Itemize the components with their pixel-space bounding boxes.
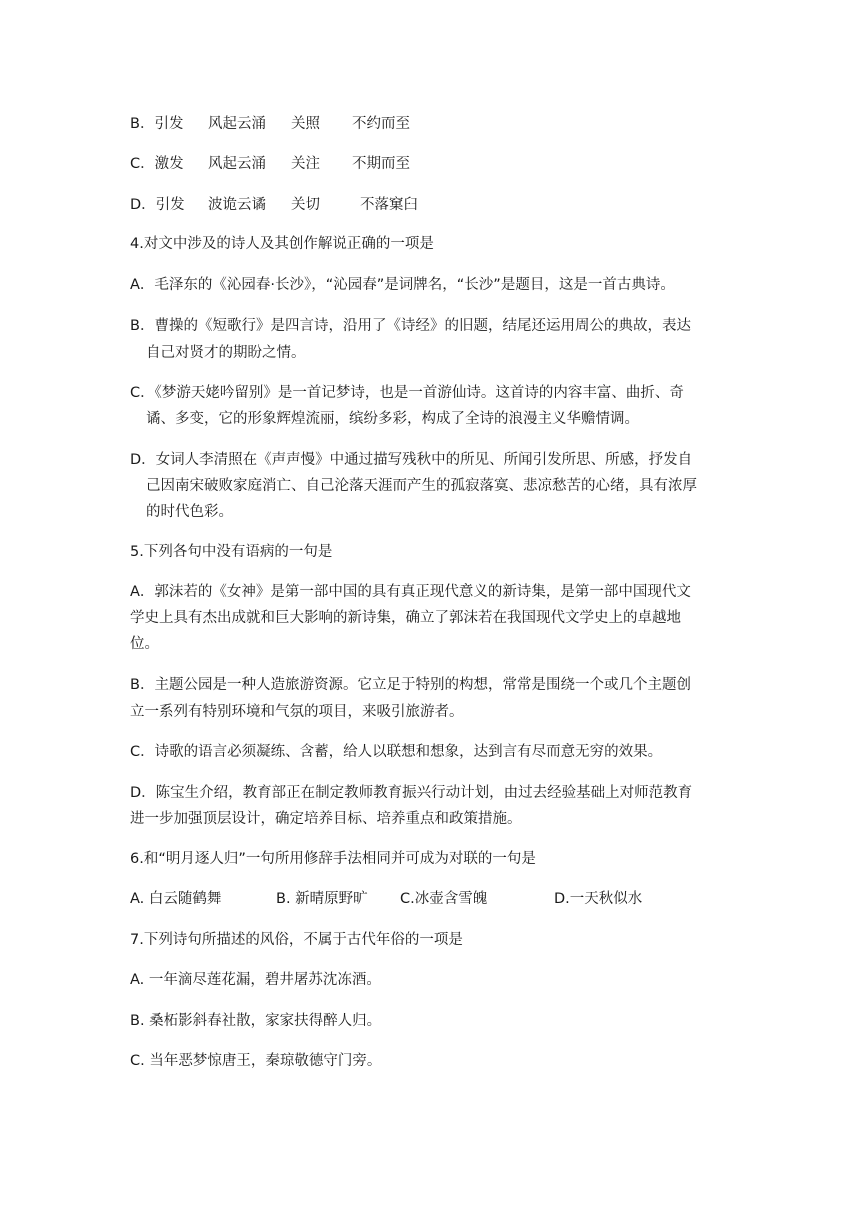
q4-option-c-line1: C．《梦游天姥吟留别》是一首记梦诗，也是一首游仙诗。这首诗的内容丰富、曲折、奇 [130,385,684,401]
q4-option-d-line3: 的时代色彩。 [146,504,233,520]
option-word: 不期而至 [352,156,410,172]
q5-option-d-line2: 进一步加强顶层设计，确定培养目标、培养重点和政策措施。 [130,811,522,827]
option-word: 关切 [291,197,320,213]
option-letter: D．引发 [130,197,185,213]
q4-option-b-line1: B．曹操的《短歌行》是四言诗，沿用了《诗经》的旧题，结尾还运用周公的典故，表达 [130,318,691,334]
q6-stem: 6.和“明月逐人归”一句所用修辞手法相同并可成为对联的一句是 [130,851,536,867]
q5-option-a-line3: 位。 [130,636,159,652]
q7-option-a: A. 一年滴尽莲花漏，碧井屠苏沈冻酒。 [130,972,381,988]
q4-stem: 4.对文中涉及的诗人及其创作解说正确的一项是 [130,236,434,252]
q6-option-b: B. 新晴原野旷 [276,891,368,907]
q5-option-a-line1: A．郭沫若的《女神》是第一部中国的具有真正现代意义的新诗集，是第一部中国现代文 [130,584,691,600]
option-word: 关注 [291,156,320,172]
q4-option-b-line2: 自己对贤才的期盼之情。 [146,345,306,361]
option-word: 关照 [291,116,320,132]
option-word: 风起云涌 [208,156,266,172]
q6-option-d: D.一天秋似水 [554,891,643,907]
q5-option-b-line1: B．主题公园是一种人造旅游资源。它立足于特别的构想，常常是围绕一个或几个主题创 [130,677,691,693]
q6-option-c: C.冰壶含雪魄 [400,891,488,907]
option-word: 风起云涌 [208,116,266,132]
q4-option-a: A．毛泽东的《沁园春·长沙》，“沁园春”是词牌名，“长沙”是题目，这是一首古典诗。 [130,277,675,293]
q4-option-d-line1: D．女词人李清照在《声声慢》中通过描写残秋中的所见、所闻引发所思、所感，抒发自 [130,452,693,468]
q7-option-b: B. 桑柘影斜春社散，家家扶得醉人归。 [130,1013,382,1029]
option-letter: C．激发 [130,156,184,172]
q4-option-c-line2: 谲、多变，它的形象辉煌流丽，缤纷多彩，构成了全诗的浪漫主义华赡情调。 [146,411,639,427]
q5-stem: 5.下列各句中没有语病的一句是 [130,544,333,560]
q5-option-b-line2: 立一系列有特别环境和气氛的项目，来吸引旅游者。 [130,704,464,720]
option-word: 不落窠臼 [360,197,418,213]
q7-stem: 7.下列诗句所描述的风俗，不属于古代年俗的一项是 [130,932,463,948]
q5-option-c: C．诗歌的语言必须凝练、含蓄，给人以联想和想象，达到言有尽而意无穷的效果。 [130,744,663,760]
option-word: 不约而至 [352,116,410,132]
q5-option-a-line2: 学史上具有杰出成就和巨大影响的新诗集，确立了郭沫若在我国现代文学史上的卓越地 [130,610,681,626]
q7-option-c: C. 当年恶梦惊唐王，秦琼敬德守门旁。 [130,1053,382,1069]
option-word: 波诡云谲 [208,197,266,213]
q6-option-a: A. 白云随鹤舞 [130,891,222,907]
option-letter: B．引发 [130,116,184,132]
q4-option-d-line2: 己因南宋破败家庭消亡、自己沦落天涯而产生的孤寂落寞、悲凉愁苦的心绪，具有浓厚 [146,478,697,494]
q5-option-d-line1: D．陈宝生介绍，教育部正在制定教师教育振兴行动计划，由过去经验基础上对师范教育 [130,785,693,801]
